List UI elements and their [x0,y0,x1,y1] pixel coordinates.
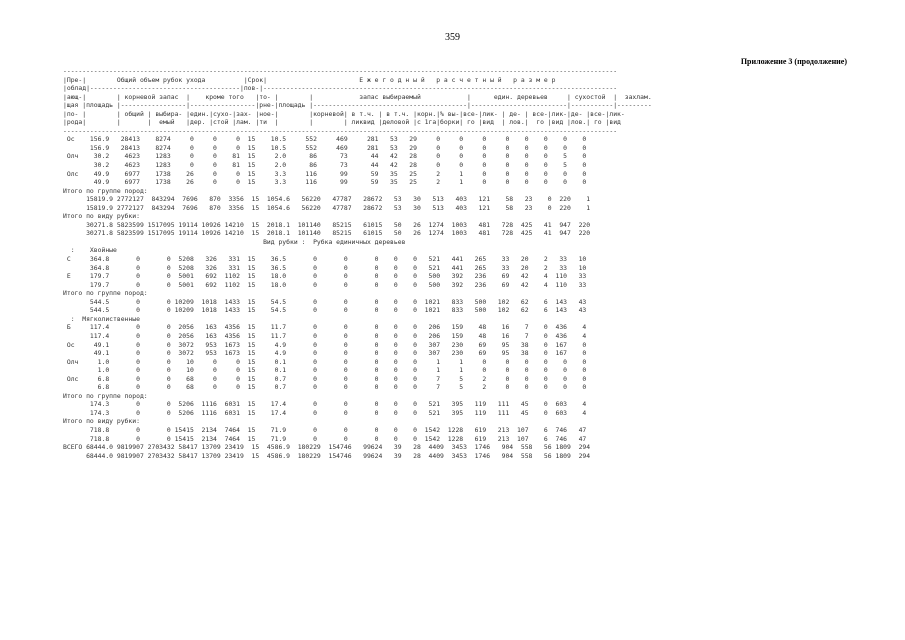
report-table [63,67,652,460]
report-line: Итого по группе пород: [63,186,148,195]
page-number: 359 [445,32,460,43]
report-line: 49.1 0 0 3072 953 1673 15 4.9 0 0 0 0 0 307 230 69 95 38 0 167 0 [63,349,587,358]
report-line: Итого по группе пород: [63,391,148,400]
report-line: 49.9 6977 1738 26 0 0 15 3.3 116 99 59 35 25 2 1 0 0 0 0 0 0 [63,178,587,187]
report-line: Е 179.7 0 0 5001 692 1102 15 18.0 0 0 0 0 0 500 392 236 69 42 4 110 33 [63,272,587,281]
report-line: Олч 1.0 0 0 10 0 0 15 0.1 0 0 0 0 0 1 1 0 0 0 0 0 0 [63,357,587,366]
report-line: 544.5 0 0 10209 1018 1433 15 54.5 0 0 0 0 0 1021 833 500 102 62 6 143 43 [63,306,587,315]
report-line: 718.8 0 0 15415 2134 7464 15 71.9 0 0 0 0 0 1542 1228 619 213 107 6 746 47 [63,434,587,443]
report-line: 30271.8 5823599 1517095 19114 10926 14210 15 2018.1 101140 85215 61015 50 26 1274 1003 481 728 425 41 947 220 [63,220,591,229]
report-line: : Хвойные [63,246,117,255]
report-line: 179.7 0 0 5001 692 1102 15 18.0 0 0 0 0 0 500 392 236 69 42 4 110 33 [63,280,587,289]
report-line: 15819.9 2772127 843294 7696 870 3356 15 1054.6 56220 47787 28672 53 30 513 403 121 58 23 0 220 1 [63,195,591,204]
report-line: 1.0 0 0 10 0 0 15 0.1 0 0 0 0 0 1 1 0 0 0 0 0 0 [63,366,587,375]
report-line: 156.9 28413 8274 0 0 0 15 10.5 552 469 281 53 29 0 0 0 0 0 0 0 0 [63,143,587,152]
report-line: Ос 49.1 0 0 3072 953 1673 15 4.9 0 0 0 0 0 307 230 69 95 38 0 167 0 [63,340,587,349]
report-line: |щая |площадь |-----------------|-----------------|рне-|площадь |----------------------------------------|-------------------------|-----------|--------- [63,101,652,110]
report-line: С 364.8 0 0 5208 326 331 15 36.5 0 0 0 0 0 521 441 265 33 20 2 33 10 [63,255,587,264]
report-line: |по- | | общий | выбира- |един.|сухо-|зах- |ное-| |корневой| в т.ч. | в т.ч. |корн.|% вы-|все-|лик- | де- | все-|лик-|де- |все-|лик- [63,109,625,118]
report-line: |рода| | | емый |дер. |стой |лам. |ти | | | ликвид |деловой |с 1га|борки| го |вид | лов.| го |вид |лов.| го |вид [63,118,621,127]
report-line: 174.3 0 0 5206 1116 6031 15 17.4 0 0 0 0 0 521 395 119 111 45 0 603 4 [63,408,587,417]
report-line: Б 117.4 0 0 2056 163 4356 15 11.7 0 0 0 0 0 206 159 48 16 7 0 436 4 [63,323,587,332]
report-line: Вид рубки : Рубка единичных деревьев [63,237,406,246]
report-line: Олс 6.8 0 0 68 0 0 15 0.7 0 0 0 0 0 7 5 2 0 0 0 0 0 [63,374,587,383]
report-line: 6.8 0 0 68 0 0 15 0.7 0 0 0 0 0 7 5 2 0 0 0 0 0 [63,383,587,392]
report-line: Олс 49.9 6977 1738 26 0 0 15 3.3 116 99 59 35 25 2 1 0 0 0 0 0 0 [63,169,587,178]
report-line: |Пре-| Общий объем рубок ухода |Срок| Е ж е г о д н ы й р а с ч е т н ы й р а з м е р [63,75,556,84]
report-line: Итого по виду рубки: [63,212,140,221]
report-line: Ос 156.9 28413 8274 0 0 0 15 10.5 552 469 281 53 29 0 0 0 0 0 0 0 0 [63,135,587,144]
report-line: 15819.9 2772127 843294 7696 870 3356 15 1054.6 56220 47787 28672 53 30 513 403 121 58 23 0 220 1 [63,203,591,212]
report-line: 68444.0 9819907 2703432 58417 13709 23419 15 4586.9 180229 154746 99624 39 28 4409 3453 1746 904 558 56 1809 294 [63,451,591,460]
report-line: : Мягколиственные [63,314,140,323]
report-line: Итого по виду рубки: [63,417,140,426]
report-line: |облад|---------------------------------------|пов-|-------------------------------------------------------------------------------------------- [63,84,618,93]
report-line: ------------------------------------------------------------------------------------------------------------------------------------------------ [63,67,618,75]
report-line: Итого по группе пород: [63,289,148,298]
report-line: 117.4 0 0 2056 163 4356 15 11.7 0 0 0 0 0 206 159 48 16 7 0 436 4 [63,331,587,340]
report-line: ------------------------------------------------------------------------------------------------------------------------------------------------ [63,126,618,135]
report-line: |ающ-| | корневой запас | кроме того |то- | | запас выбираемый | един. деревьев | сухостой | захлам. [63,92,652,101]
report-line: 30.2 4623 1283 0 0 81 15 2.0 86 73 44 42 28 0 0 0 0 0 0 5 0 [63,161,587,170]
report-line: Олч 30.2 4623 1283 0 0 81 15 2.0 86 73 44 42 28 0 0 0 0 0 0 5 0 [63,152,587,161]
appendix-title: Приложение 3 (продолжение) [740,57,847,66]
report-line: 364.8 0 0 5208 326 331 15 36.5 0 0 0 0 0 521 441 265 33 20 2 33 10 [63,263,587,272]
report-line: ВСЕГО 68444.0 9819907 2703432 58417 13709 23419 15 4586.9 180229 154746 99624 39 28 4409 3453 1746 904 558 56 1809 294 [63,443,591,452]
report-line: 30271.8 5823599 1517095 19114 10926 14210 15 2018.1 101140 85215 61015 50 26 1274 1003 481 728 425 41 947 220 [63,229,591,238]
report-line: 174.3 0 0 5206 1116 6031 15 17.4 0 0 0 0 0 521 395 119 111 45 0 603 4 [63,400,587,409]
report-line: 718.8 0 0 15415 2134 7464 15 71.9 0 0 0 0 0 1542 1228 619 213 107 6 746 47 [63,425,587,434]
report-line: 544.5 0 0 10209 1018 1433 15 54.5 0 0 0 0 0 1021 833 500 102 62 6 143 43 [63,297,587,306]
